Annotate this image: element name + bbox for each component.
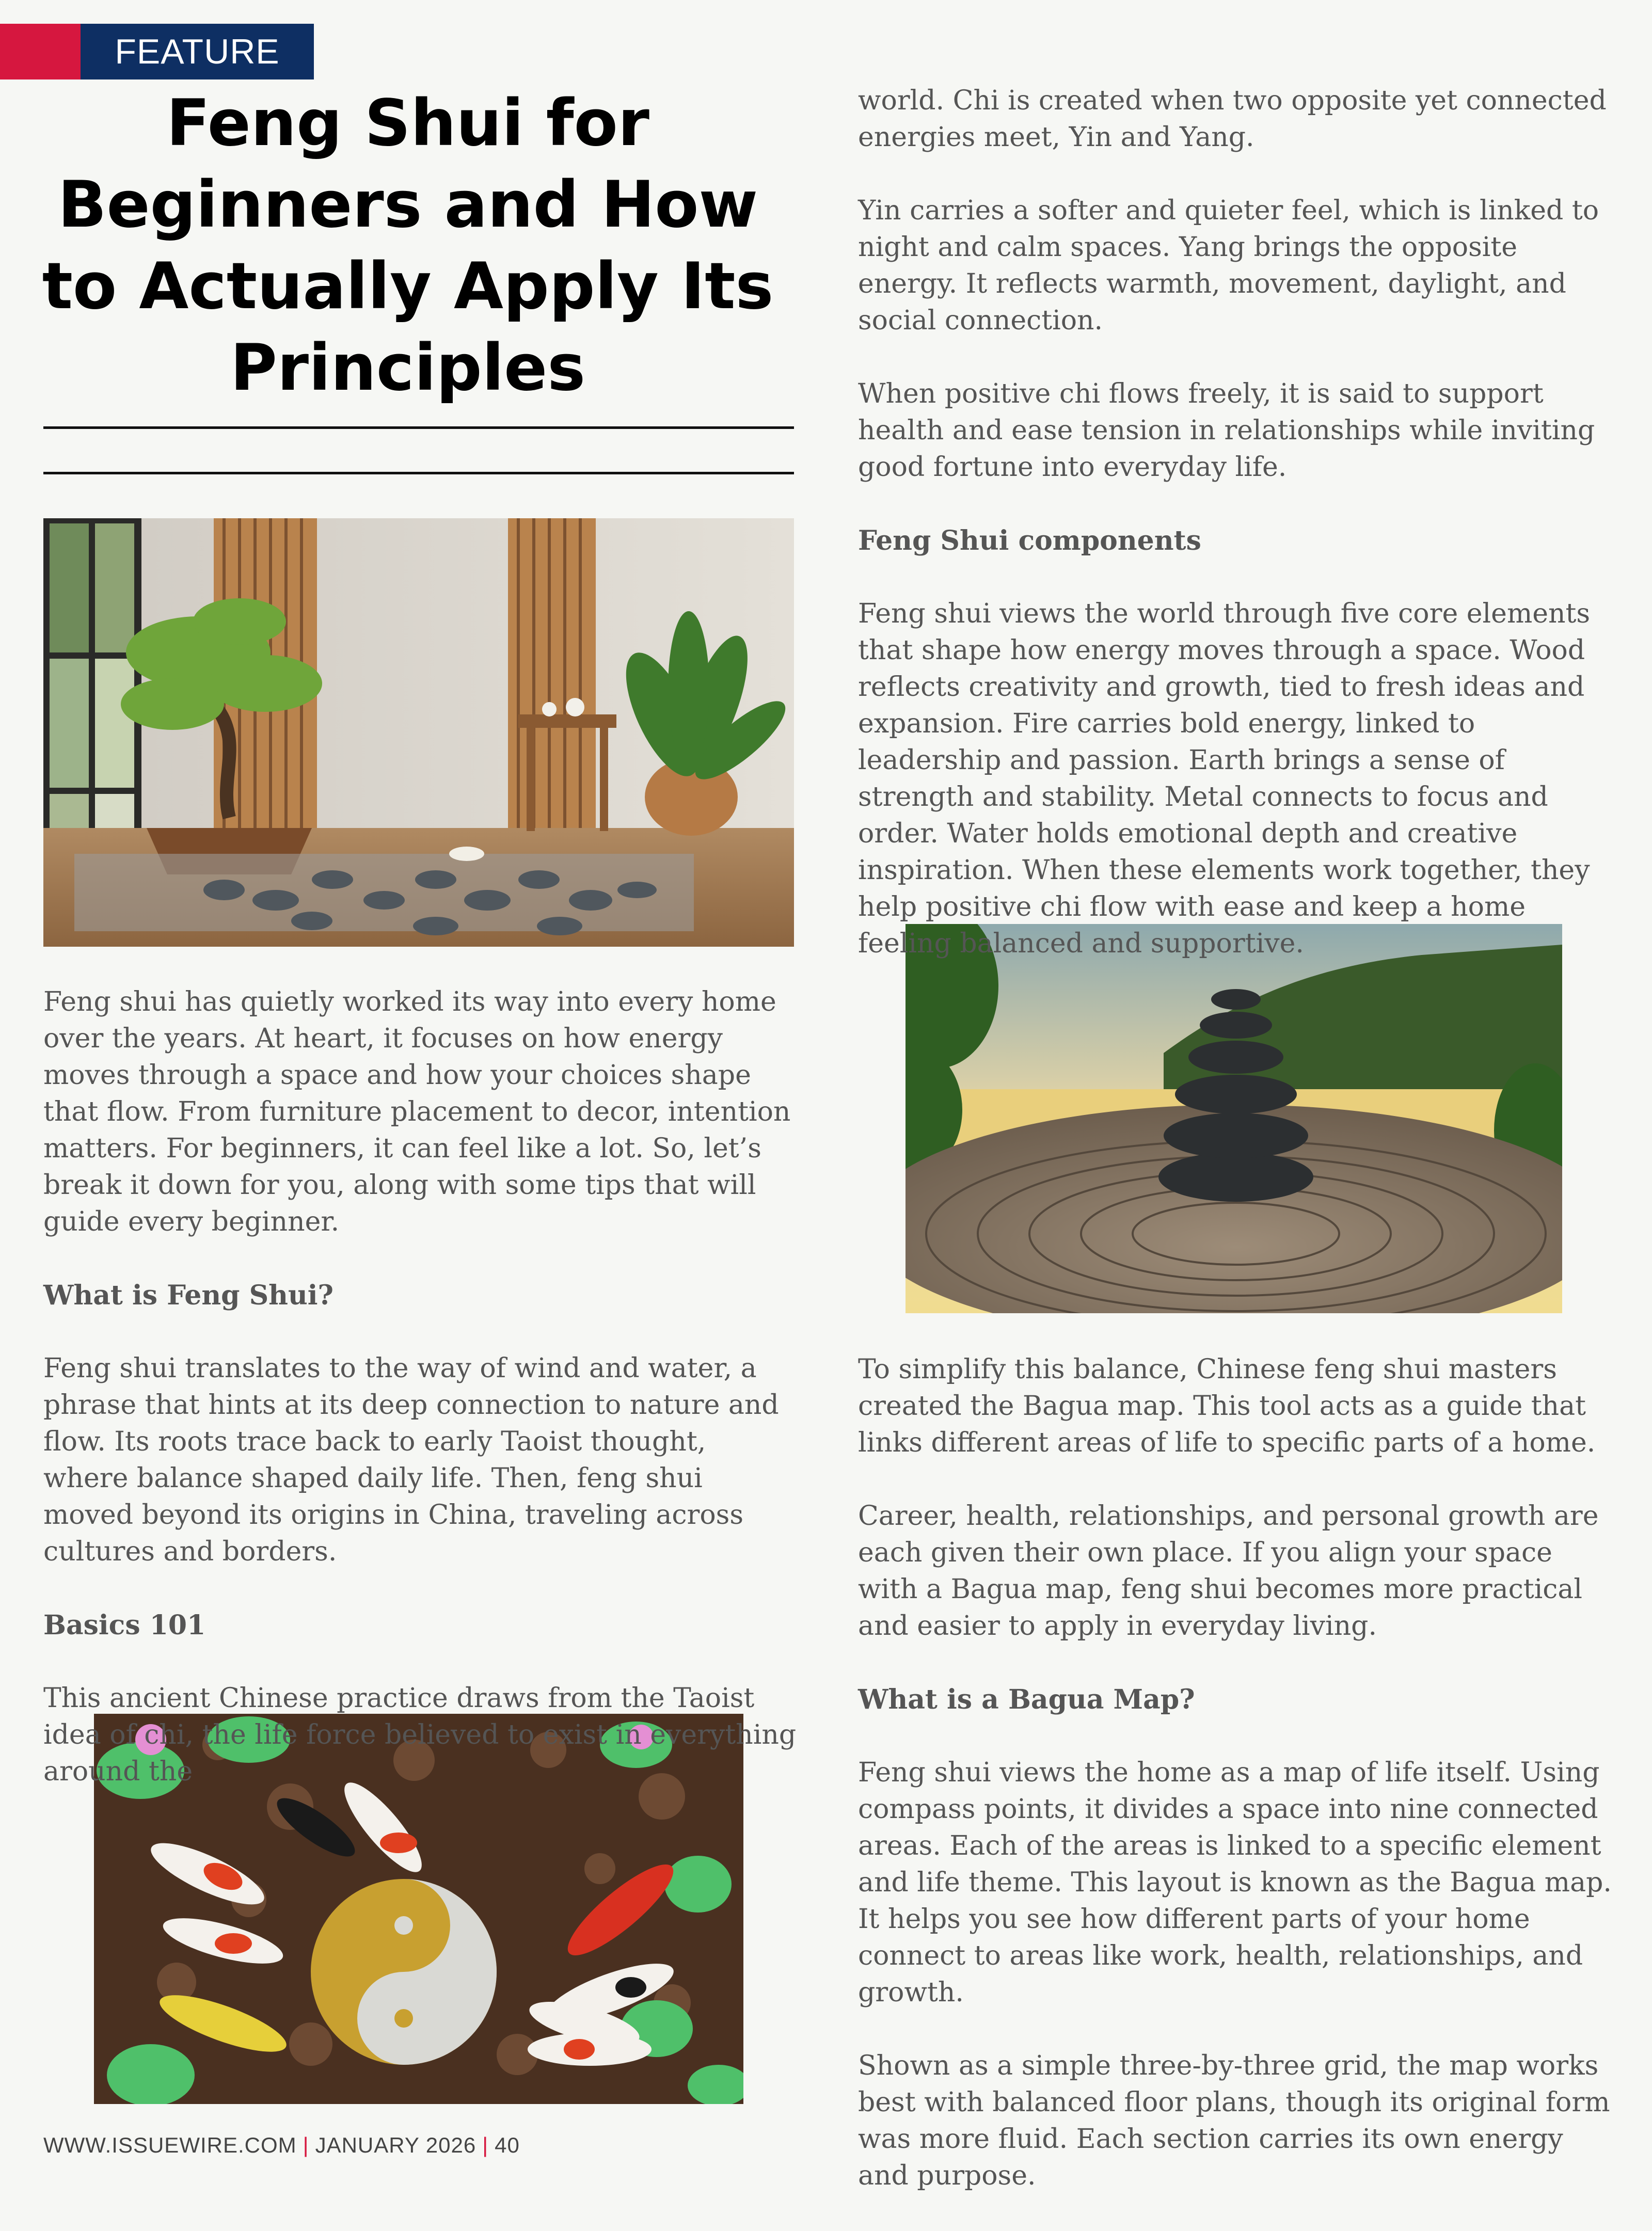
paragraph: Feng shui has quietly worked its way into every home over the years. At heart, it focuses on how energy moves through a space and how your choices shape that flow. From furniture placement to decor, intention matters. For beginners, it can feel like a lot. So, let’s break it down for you, along with some tips that will guide every beginner. [43,986,791,1237]
article-title: Feng Shui for Beginners and How to Actually Apply Its Principles [42,86,774,405]
paragraph: Yin carries a softer and quieter feel, which is linked to night and calm spaces. Yang brings the opposite energy. It reflects warmth, movement, daylight, and social connection. [858,195,1599,336]
footer-site[interactable]: WWW.ISSUEWIRE.COM [43,2133,297,2157]
feature-tag: FEATURE [81,24,314,79]
footer-separator: | [482,2133,489,2157]
bonsai-room-photo [43,518,794,947]
feature-tag-accent [0,24,81,79]
paragraph: world. Chi is created when two opposite yet connected energies meet, Yin and Yang. [858,85,1607,153]
title-rule-bottom [43,472,794,474]
paragraph: Career, health, relationships, and personal growth are each given their own place. If you align your space with a Bagua map, feng shui becomes more practical and easier to apply in everyday living. [858,1501,1599,1642]
paragraph: To simplify this balance, Chinese feng shui masters created the Bagua map. This tool acts as a guide that links different areas of life to specific parts of a home. [858,1354,1596,1458]
subheading: Basics 101 [43,1609,206,1641]
paragraph: When positive chi flows freely, it is said to support health and ease tension in relationships while inviting good fortune into everyday life. [858,378,1595,483]
footer-separator: | [303,2133,309,2157]
page-footer [43,2133,520,2158]
paragraph: Feng shui views the world through five core elements that shape how energy moves through a space. Wood reflects creativity and growth, tied to fresh ideas and expansion. Fire carries bold energy, linked to leadership and passion. Earth brings a sense of strength and stability. Metal connects to focus and order. Water holds emotional depth and creative inspiration. When these elements work together, they help positive chi flow with ease and keep a home feeling balanced and supportive. [858,598,1591,959]
column-2-text-top [858,83,1612,999]
subheading: What is a Bagua Map? [858,1684,1195,1715]
paragraph: Feng shui views the home as a map of life itself. Using compass points, it divides a space into nine connected areas. Each of the areas is linked to a specific element and life theme. This layout is known as the Bagua map. It helps you see how different parts of your home connect to areas like work, health, relationships, and growth. [858,1757,1612,2008]
title-rule-top [43,426,794,429]
column-2-text-bottom [858,1351,1612,2231]
subheading: Feng Shui components [858,525,1201,556]
paragraph: Feng shui translates to the way of wind and water, a phrase that hints at its deep connection to nature and flow. Its roots trace back to early Taoist thought, where balance shaped daily life. Then, feng shui moved beyond its origins in China, traveling across cultures and borders. [43,1353,779,1567]
paragraph: Shown as a simple three-by-three grid, the map works best with balanced floor plans, though its original form was more fluid. Each section carries its own energy and purpose. [858,2050,1610,2191]
footer-date: JANUARY 2026 [315,2133,476,2157]
paragraph: This ancient Chinese practice draws from the Taoist idea of chi, the life force believed to exist in everything around the [43,1683,797,1787]
footer-page-number: 40 [495,2133,520,2157]
column-1-text [43,984,797,1827]
subheading: What is Feng Shui? [43,1280,333,1311]
